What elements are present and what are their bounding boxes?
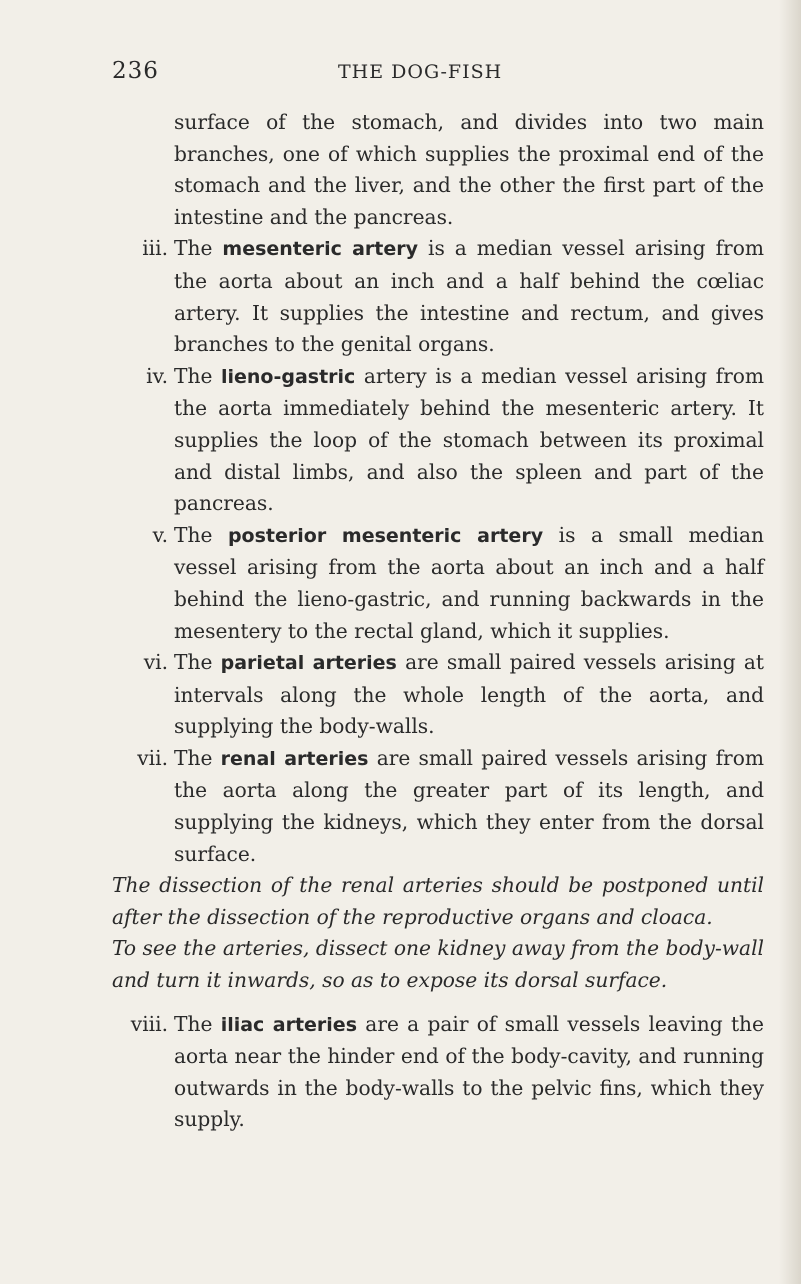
item-v: [112, 520, 764, 647]
dissection-note-1: The dissection of the renal arteries should be postponed until after the dissection of the reproductive organs and cloaca.: [112, 873, 764, 929]
item-term: posterior mesenteric artery: [227, 524, 544, 547]
item-viii: [112, 1009, 764, 1136]
dissection-note-2: To see the arteries, dissect one kidney away from the body-wall and turn it inwards, so as to expose its dorsal surface.: [112, 936, 764, 993]
item-text: are small paired vessels arising at intervals along the whole length of the aorta, and supplying the body-walls.: [174, 650, 764, 739]
item-numeral: vii.: [137, 745, 168, 770]
item-iv: [112, 361, 764, 520]
body-text: [112, 107, 764, 1136]
item-term: iliac arteries: [220, 1013, 358, 1036]
item-numeral: vi.: [143, 650, 168, 675]
item-vii: [112, 743, 764, 870]
item-numeral: viii.: [130, 1011, 168, 1036]
item-continuation: [112, 107, 764, 233]
item-lead: The: [174, 650, 213, 675]
item-lead: The: [174, 745, 213, 770]
item-lead: The: [174, 236, 213, 261]
item-term: mesenteric artery: [222, 238, 419, 261]
running-head: THE DOG-FISH: [338, 61, 503, 83]
item-vi: [112, 647, 764, 743]
item-term: parietal arteries: [220, 652, 397, 675]
paragraph-gap: [112, 997, 764, 1009]
continuation-text: surface of the stomach, and divides into two main branches, one of which supplies the proximal end of the stomach and the liver, and the other the first part of the intestine and the pancreas.: [174, 110, 764, 229]
page-number: 236: [112, 58, 159, 84]
item-text: artery is a median vessel arising from the aorta immediately behind the mesenteric artery. It supplies the loop of the stomach between its proximal and distal limbs, and also the spleen and part of the pancreas.: [174, 363, 765, 516]
item-term: lieno-gastric: [220, 365, 356, 388]
item-iii: [112, 233, 764, 360]
item-lead: The: [174, 1011, 213, 1036]
item-text: are small paired vessels arising from the aorta along the greater part of its length, and supplying the kidneys, which they enter from the dorsal surface.: [174, 745, 764, 866]
item-text: are a pair of small vessels leaving the aorta near the hinder end of the body-cavity, and running outwards in the body-walls to the pelvic fins, which they supply.: [174, 1011, 765, 1132]
item-term: renal arteries: [220, 747, 369, 770]
item-numeral: v.: [152, 522, 168, 547]
item-numeral: iii.: [142, 236, 168, 261]
page-edge-shadow: [779, 0, 801, 1284]
page-header: [0, 58, 801, 90]
item-text: is a median vessel arising from the aorta about an inch and a half behind the cœliac artery. It supplies the intestine and rectum, and gives branches to the genital organs.: [174, 236, 764, 357]
item-text: is a small median vessel arising from the aorta about an inch and a half behind the lieno-gastric, and running backwards in the mesentery to the rectal gland, which it supplies.: [174, 522, 764, 643]
item-numeral: iv.: [146, 363, 168, 388]
item-lead: The: [174, 522, 213, 547]
item-lead: The: [174, 363, 213, 388]
